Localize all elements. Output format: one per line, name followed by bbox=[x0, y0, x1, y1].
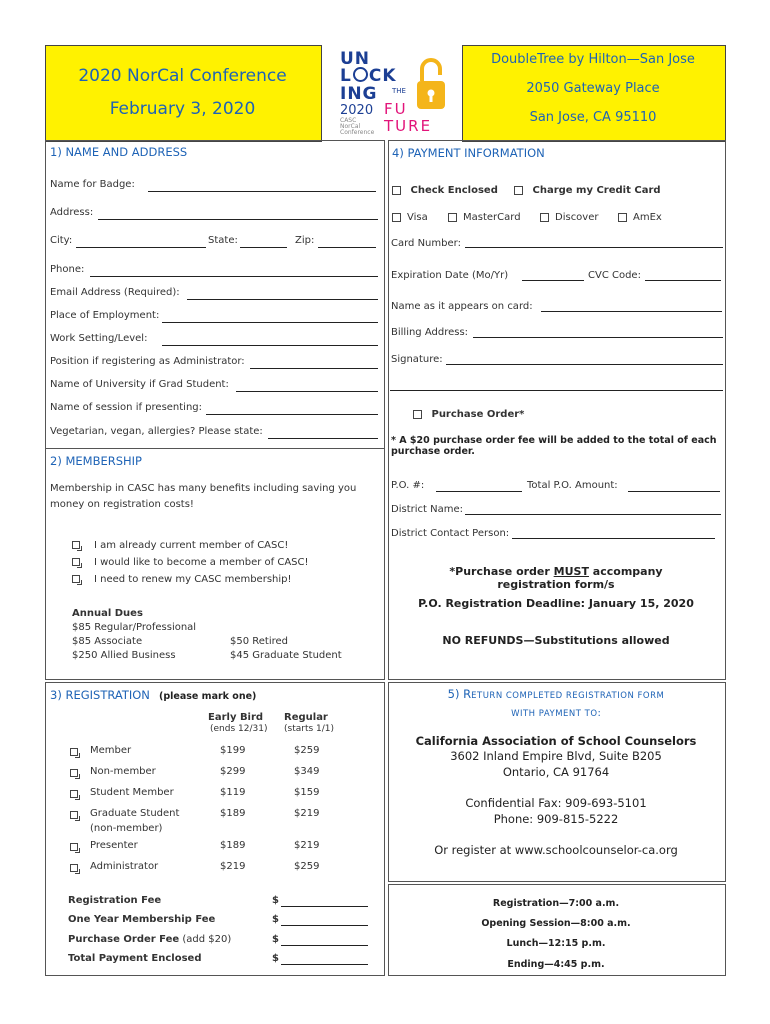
checkbox-icon[interactable] bbox=[70, 843, 78, 851]
district-contact-input[interactable] bbox=[512, 538, 715, 539]
po-total-input[interactable] bbox=[628, 491, 720, 492]
section2-title: 2) MEMBERSHIP bbox=[50, 454, 142, 468]
logo-o-icon bbox=[353, 67, 368, 82]
membership-intro-1: Membership in CASC has many benefits including saving you bbox=[50, 483, 357, 494]
university-label: Name of University if Grad Student: bbox=[50, 379, 229, 390]
po-fee-input[interactable] bbox=[281, 945, 368, 946]
total-payment-label: Total Payment Enclosed bbox=[68, 953, 202, 964]
card-number-input[interactable] bbox=[465, 247, 723, 248]
registration-fee-label: Registration Fee bbox=[68, 895, 162, 906]
session-label: Name of session if presenting: bbox=[50, 402, 203, 413]
section1-title: 1) NAME AND ADDRESS bbox=[50, 145, 188, 159]
cvc-label: CVC Code: bbox=[588, 270, 641, 281]
conference-date: February 3, 2020 bbox=[109, 99, 256, 119]
return-street: 3602 Inland Empire Blvd, Suite B205 bbox=[450, 749, 662, 763]
registration-option-label: Member bbox=[90, 745, 132, 756]
section-divider bbox=[45, 448, 384, 449]
regular-price: $219 bbox=[294, 808, 320, 819]
logo-conference: Conference bbox=[340, 129, 375, 136]
regular-price: $349 bbox=[294, 766, 320, 777]
phone-label: Phone: bbox=[50, 264, 85, 275]
checkbox-icon[interactable] bbox=[392, 213, 401, 222]
signature-label: Signature: bbox=[391, 354, 443, 365]
dietary-input[interactable] bbox=[268, 438, 378, 439]
checkbox-icon[interactable] bbox=[72, 558, 80, 566]
checkbox-icon[interactable] bbox=[413, 410, 422, 419]
early-bird-price: $299 bbox=[220, 766, 246, 777]
employment-input[interactable] bbox=[162, 322, 378, 323]
logo-word-ing: ING bbox=[340, 84, 378, 104]
logo-year: 2020 bbox=[340, 103, 374, 118]
early-bird-price: $119 bbox=[220, 787, 246, 798]
expiration-label: Expiration Date (Mo/Yr) bbox=[391, 270, 509, 281]
membership-option-renew[interactable]: I need to renew my CASC membership! bbox=[72, 574, 292, 585]
name-on-card-input[interactable] bbox=[541, 311, 722, 312]
registration-option-label: Graduate Student bbox=[90, 808, 180, 819]
expiration-input[interactable] bbox=[522, 280, 584, 281]
early-bird-price: $199 bbox=[220, 745, 246, 756]
early-bird-price: $219 bbox=[220, 861, 246, 872]
district-input[interactable] bbox=[465, 514, 721, 515]
conference-logo bbox=[330, 45, 455, 140]
logo-casc: CASC bbox=[340, 117, 357, 124]
employment-label: Place of Employment: bbox=[50, 310, 160, 321]
purchase-order-option[interactable]: Purchase Order* bbox=[413, 409, 524, 420]
register-online: Or register at www.schoolcounselor-ca.org bbox=[434, 843, 678, 857]
checkbox-icon[interactable] bbox=[392, 186, 401, 195]
registration-option-label: Non-member bbox=[90, 766, 156, 777]
district-contact-label: District Contact Person: bbox=[391, 528, 510, 539]
return-phone: Phone: 909-815-5222 bbox=[493, 812, 619, 826]
annual-dues-title: Annual Dues bbox=[72, 608, 143, 619]
venue-street: 2050 Gateway Place bbox=[526, 81, 660, 96]
card-mastercard-option[interactable]: MasterCard bbox=[448, 212, 521, 223]
billing-input[interactable] bbox=[473, 337, 723, 338]
dietary-label: Vegetarian, vegan, allergies? Please state: bbox=[50, 426, 263, 437]
no-refunds: NO REFUNDS—Substitutions allowed bbox=[442, 634, 670, 647]
po-deadline: P.O. Registration Deadline: January 15, 2020 bbox=[418, 597, 694, 610]
logo-word-ture: TURE bbox=[384, 117, 433, 135]
po-total-label: Total P.O. Amount: bbox=[527, 480, 618, 491]
dues-associate: $85 Associate bbox=[72, 636, 143, 647]
total-payment-input[interactable] bbox=[281, 964, 368, 965]
city-input[interactable] bbox=[76, 247, 206, 248]
checkbox-icon[interactable] bbox=[70, 748, 78, 756]
return-fax: Confidential Fax: 909-693-5101 bbox=[465, 796, 647, 810]
dues-graduate: $45 Graduate Student bbox=[230, 650, 342, 661]
check-enclosed-option[interactable]: Check Enclosed bbox=[392, 185, 498, 196]
logo-word-un: UN bbox=[340, 49, 371, 69]
dues-regular: $85 Regular/Professional bbox=[72, 622, 197, 633]
po-number-input[interactable] bbox=[436, 491, 522, 492]
dues-allied: $250 Allied Business bbox=[72, 650, 176, 661]
membership-fee-input[interactable] bbox=[281, 925, 368, 926]
checkbox-icon[interactable] bbox=[448, 213, 457, 222]
registration-option-sublabel: (non-member) bbox=[90, 823, 163, 834]
logo-word-fu: FU bbox=[384, 100, 408, 118]
checkbox-icon[interactable] bbox=[618, 213, 627, 222]
membership-fee-dollar: $ bbox=[272, 914, 279, 925]
city-label: City: bbox=[50, 235, 73, 246]
regular-price: $259 bbox=[294, 861, 320, 872]
return-city: Ontario, CA 91764 bbox=[502, 765, 610, 779]
name-on-card-label: Name as it appears on card: bbox=[391, 301, 533, 312]
cvc-input[interactable] bbox=[645, 280, 721, 281]
email-label: Email Address (Required): bbox=[50, 287, 180, 298]
work-setting-label: Work Setting/Level: bbox=[50, 333, 148, 344]
section5-title: 5) RETURN COMPLETED REGISTRATION FORM WITH PAYMENT TO: bbox=[447, 687, 665, 719]
billing-label: Billing Address: bbox=[391, 327, 469, 338]
card-number-label: Card Number: bbox=[391, 238, 461, 249]
card-amex-option[interactable]: AmEx bbox=[618, 212, 662, 223]
card-discover-option[interactable]: Discover bbox=[540, 212, 599, 223]
checkbox-icon[interactable] bbox=[540, 213, 549, 222]
district-label: District Name: bbox=[391, 504, 463, 515]
admin-position-input[interactable] bbox=[250, 368, 378, 369]
badge-input[interactable] bbox=[148, 191, 376, 192]
card-visa-option[interactable]: Visa bbox=[392, 212, 428, 223]
work-setting-input[interactable] bbox=[162, 345, 378, 346]
membership-option-current[interactable]: I am already current member of CASC! bbox=[72, 540, 288, 551]
checkbox-icon[interactable] bbox=[72, 541, 80, 549]
logo-word-lock: L CK bbox=[340, 66, 397, 86]
regular-price: $219 bbox=[294, 840, 320, 851]
logo-norcal: NorCal bbox=[340, 123, 361, 130]
address-label: Address: bbox=[50, 207, 94, 218]
regular-price: $259 bbox=[294, 745, 320, 756]
venue-name: DoubleTree by Hilton—San Jose bbox=[491, 52, 695, 67]
registration-option-row[interactable] bbox=[68, 808, 368, 838]
membership-option-new[interactable]: I would like to become a member of CASC! bbox=[72, 557, 309, 568]
charge-card-option[interactable]: Charge my Credit Card bbox=[514, 185, 661, 196]
membership-fee-label: One Year Membership Fee bbox=[68, 914, 216, 925]
email-input[interactable] bbox=[187, 299, 378, 300]
po-note: * A $20 purchase order fee will be added to the total of each purchase order. bbox=[391, 435, 717, 457]
session-input[interactable] bbox=[206, 414, 378, 415]
header-left-box bbox=[45, 45, 322, 142]
logo-word-the: THE bbox=[392, 87, 406, 95]
venue-city: San Jose, CA 95110 bbox=[529, 110, 657, 125]
return-org: California Association of School Counselors bbox=[415, 734, 697, 748]
admin-position-label: Position if registering as Administrator: bbox=[50, 356, 245, 367]
col-early-bird-note: (ends 12/31) bbox=[210, 724, 268, 734]
section4-title: 4) PAYMENT INFORMATION bbox=[392, 146, 545, 160]
checkbox-icon[interactable] bbox=[70, 769, 78, 777]
registration-option-label: Administrator bbox=[90, 861, 159, 872]
dues-retired: $50 Retired bbox=[230, 636, 289, 647]
padlock-icon bbox=[414, 55, 448, 111]
col-regular: Regular bbox=[284, 712, 328, 723]
regular-price: $159 bbox=[294, 787, 320, 798]
col-early-bird: Early Bird bbox=[208, 712, 264, 723]
schedule-opening: Opening Session—8:00 a.m. bbox=[481, 918, 631, 929]
registration-option-label: Student Member bbox=[90, 787, 174, 798]
schedule-ending: Ending—4:45 p.m. bbox=[507, 959, 605, 970]
signature-input[interactable] bbox=[446, 364, 723, 365]
schedule-lunch: Lunch—12:15 p.m. bbox=[506, 938, 606, 949]
billing-extra-line[interactable] bbox=[390, 390, 723, 391]
registration-option-label: Presenter bbox=[90, 840, 138, 851]
address-input[interactable] bbox=[98, 219, 378, 220]
badge-label: Name for Badge: bbox=[50, 179, 135, 190]
zip-label: Zip: bbox=[295, 235, 315, 246]
po-fee-dollar: $ bbox=[272, 934, 279, 945]
po-fee-label: Purchase Order Fee (add $20) bbox=[68, 934, 232, 945]
early-bird-price: $189 bbox=[220, 840, 246, 851]
membership-intro-2: money on registration costs! bbox=[50, 499, 194, 510]
total-payment-dollar: $ bbox=[272, 953, 279, 964]
conference-title: 2020 NorCal Conference bbox=[78, 66, 287, 86]
registration-fee-dollar: $ bbox=[272, 895, 279, 906]
state-label: State: bbox=[208, 235, 238, 246]
checkbox-icon[interactable] bbox=[70, 864, 78, 872]
registration-option-row[interactable] bbox=[68, 861, 368, 891]
checkbox-icon[interactable] bbox=[70, 790, 78, 798]
registration-fee-input[interactable] bbox=[281, 906, 368, 907]
checkbox-icon[interactable] bbox=[514, 186, 523, 195]
po-must-notice: *Purchase order MUST accompany registration form/s bbox=[449, 565, 663, 591]
phone-input[interactable] bbox=[90, 276, 378, 277]
university-input[interactable] bbox=[236, 391, 378, 392]
state-input[interactable] bbox=[240, 247, 287, 248]
checkbox-icon[interactable] bbox=[72, 575, 80, 583]
schedule-registration: Registration—7:00 a.m. bbox=[492, 898, 620, 909]
zip-input[interactable] bbox=[318, 247, 376, 248]
early-bird-price: $189 bbox=[220, 808, 246, 819]
po-number-label: P.O. #: bbox=[391, 480, 425, 491]
section3-title: 3) REGISTRATION (please mark one) bbox=[50, 688, 257, 702]
col-regular-note: (starts 1/1) bbox=[284, 724, 335, 734]
checkbox-icon[interactable] bbox=[70, 811, 78, 819]
